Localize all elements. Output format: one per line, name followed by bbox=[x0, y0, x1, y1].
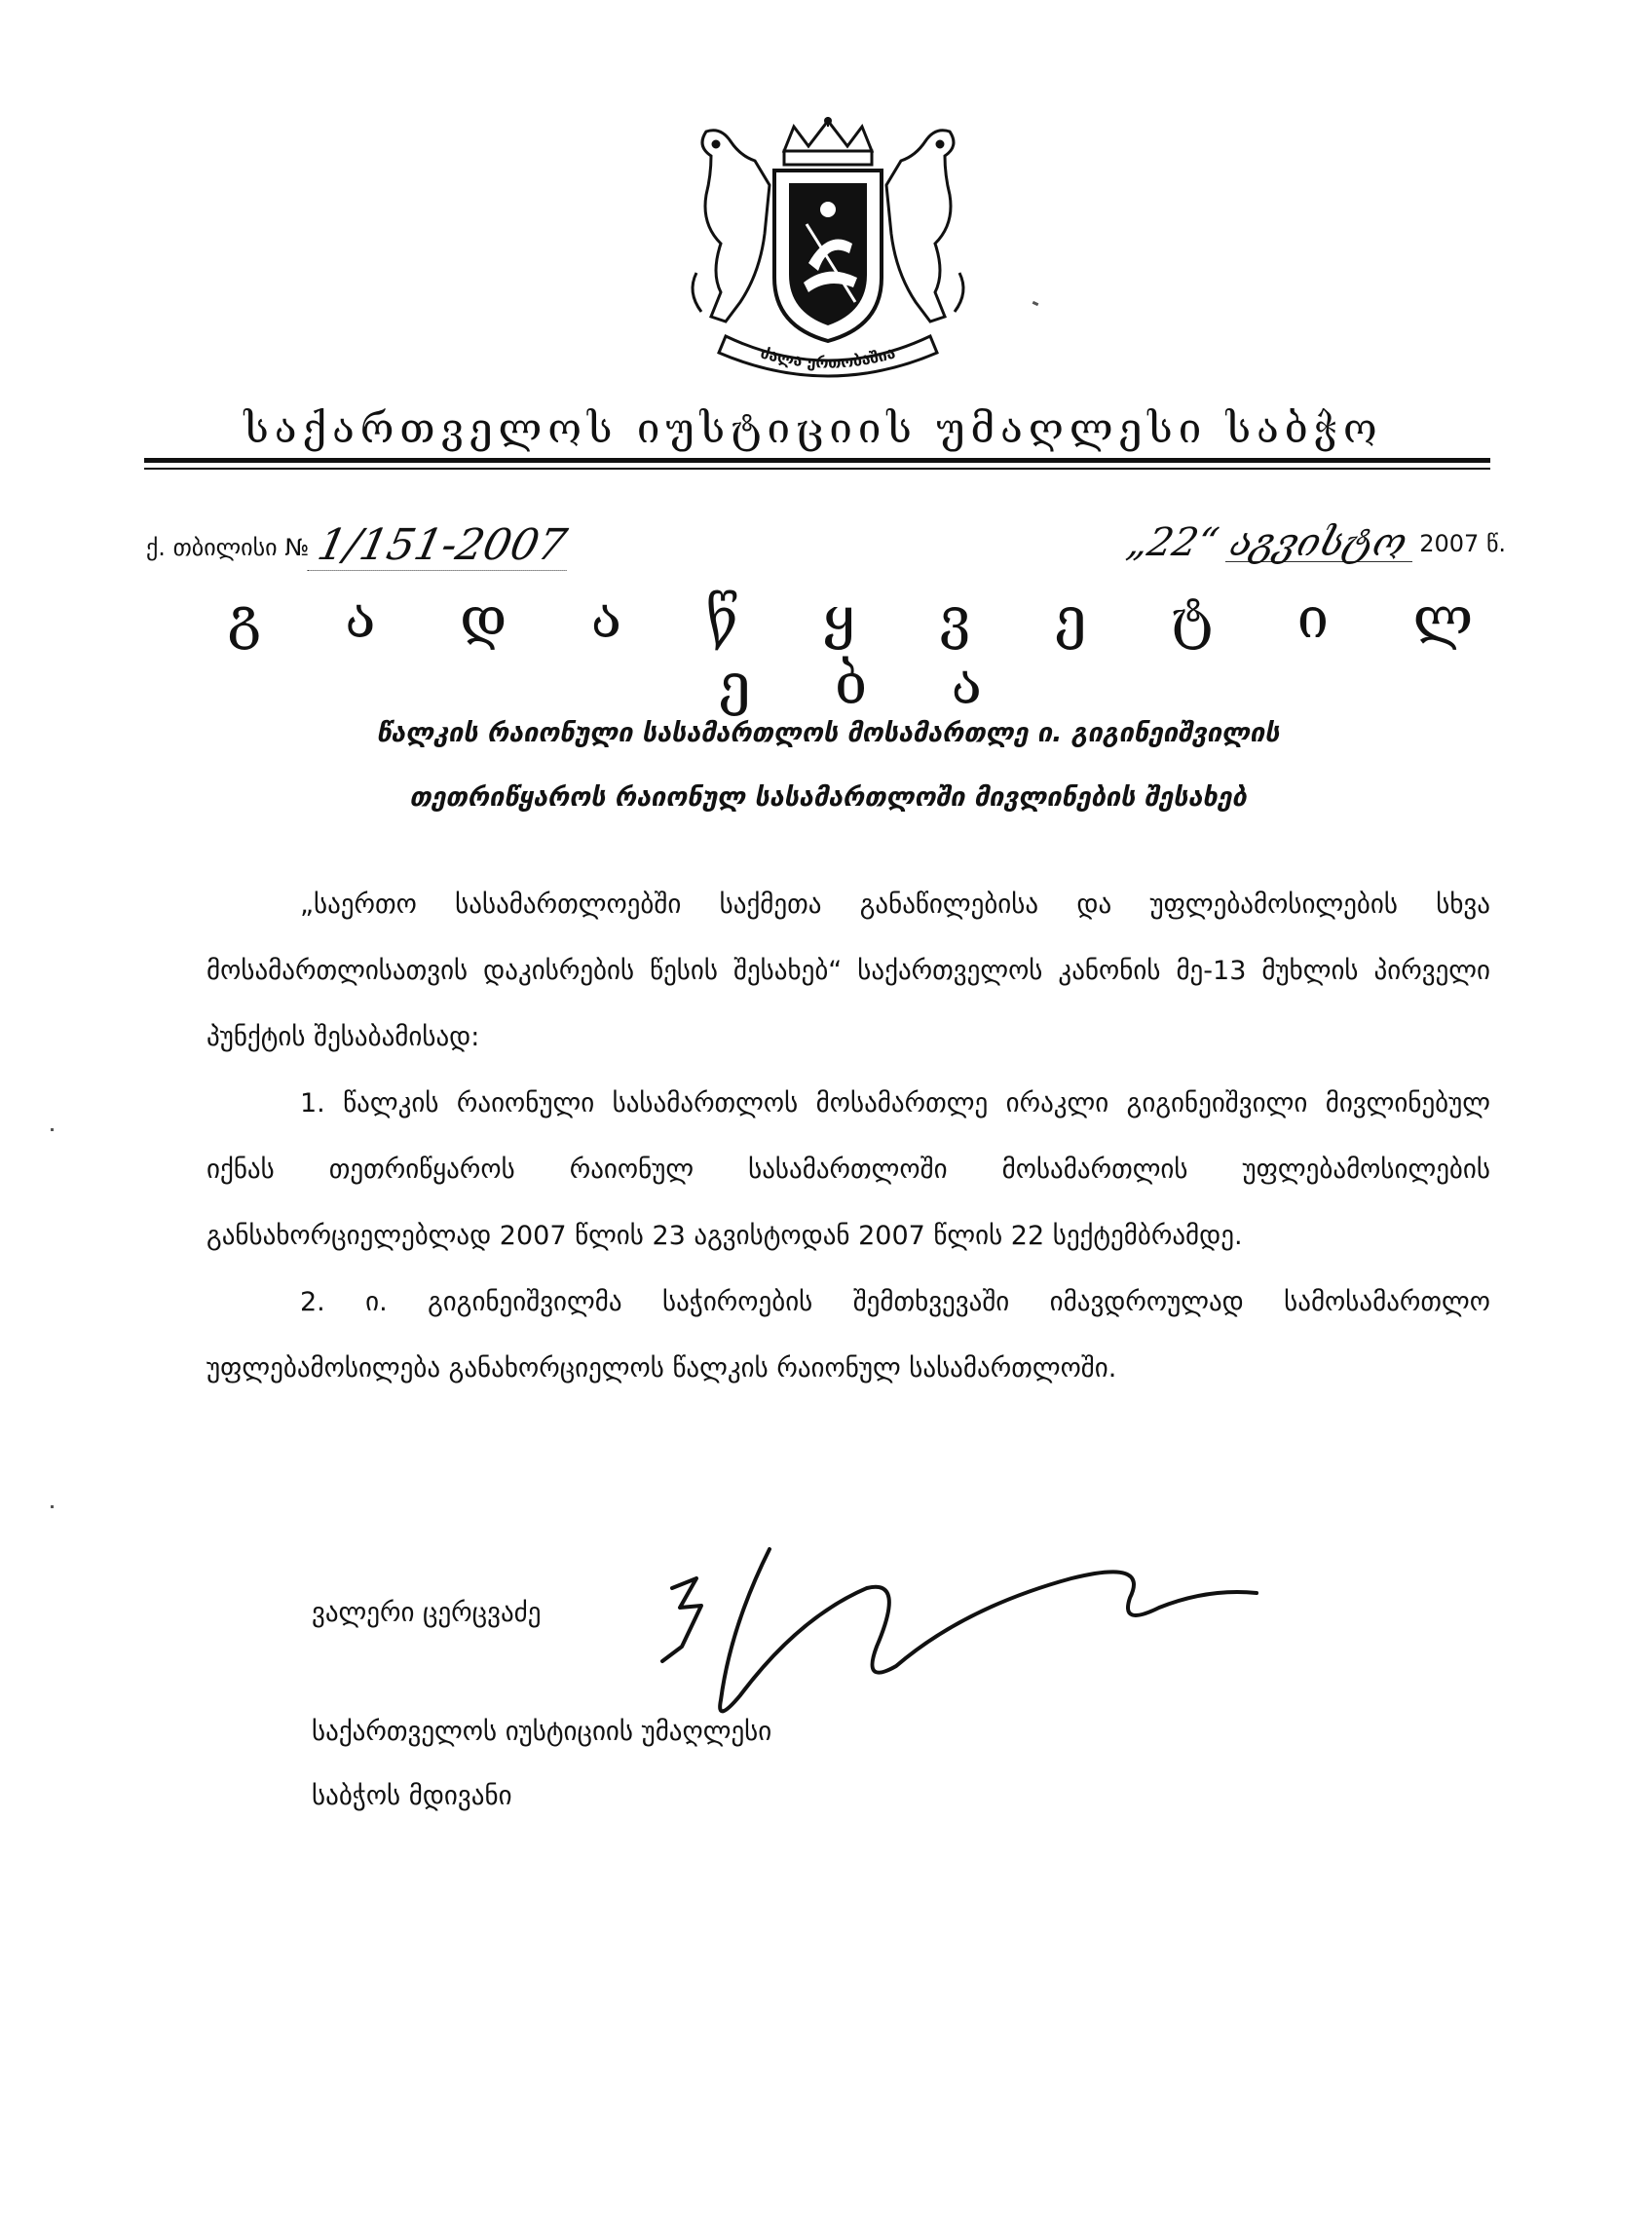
signer-title-line-1: საქართველოს იუსტიციის უმაღლესი bbox=[312, 1717, 772, 1747]
lion-left-icon bbox=[693, 131, 770, 322]
date-month: აგვისტო bbox=[1226, 520, 1411, 565]
city-prefix: ქ. თბილისი bbox=[146, 534, 278, 561]
coat-of-arms-emblem bbox=[682, 117, 974, 380]
lion-right-icon bbox=[886, 131, 963, 322]
signer-title-line-2: საბჭოს მდივანი bbox=[312, 1781, 512, 1811]
org-title: საქართველოს იუსტიციის უმაღლესი საბჭო bbox=[244, 404, 1383, 452]
document-body bbox=[206, 872, 1490, 1402]
scan-speck bbox=[51, 1128, 54, 1131]
reference-date-line bbox=[1123, 516, 1506, 565]
scan-speck bbox=[51, 1505, 54, 1508]
document-type-heading: გ ა დ ა წ ყ ვ ე ტ ი ლ ე ბ ა bbox=[227, 585, 1507, 717]
subject-line-1: წალკის რაიონული სასამართლოს მოსამართლე ი. გიგინეიშვილის bbox=[376, 718, 1280, 748]
scan-speck bbox=[1032, 301, 1039, 306]
header-rule-thick bbox=[144, 458, 1490, 463]
resolution-item-1: 1. წალკის რაიონული სასამართლოს მოსამართლე ირაკლი გიგინეიშვილი მივლინებულ იქნას თეთრიწყაროს რაიონულ სასამართლოში მოსამართლის უფლებამოსილების განსახორციელებლად 2007 წლის 23 აგვისტოდან 2007 წლის 22 სექტემბრამდე. bbox=[206, 1088, 1490, 1251]
preamble-paragraph: „საერთო სასამართლოებში საქმეთა განაწილებისა და უფლებამოსილების სხვა მოსამართლისათვის დაკისრების წესის შესახებ“ საქართველოს კანონის მე-13 მუხლის პირველი პუნქტის შესაბამისად: bbox=[206, 890, 1490, 1052]
signer-title bbox=[312, 1700, 771, 1829]
handwritten-signature bbox=[643, 1530, 1276, 1725]
signer-name: ვალერი ცერცვაძე bbox=[312, 1598, 542, 1628]
subject-line-2: თეთრიწყაროს რაიონულ სასამართლოში მივლინების შესახებ bbox=[409, 782, 1247, 813]
header-rule-thin bbox=[144, 468, 1490, 470]
shield-icon bbox=[774, 171, 882, 341]
date-day: „22“ bbox=[1123, 520, 1223, 565]
number-sign: № bbox=[284, 534, 310, 561]
crown-icon bbox=[784, 117, 872, 165]
emblem-motto: ძალა ერთობაშია bbox=[758, 343, 898, 372]
resolution-item-2: 2. ი. გიგინეიშვილმა საჭიროების შემთხვევაში იმავდროულად სამოსამართლო უფლებამოსილება განახორციელოს წალკის რაიონულ სასამართლოში. bbox=[206, 1287, 1490, 1384]
reference-number-line bbox=[146, 516, 572, 570]
document-subject bbox=[146, 701, 1510, 830]
document-number: 1/151-2007 bbox=[308, 520, 578, 571]
date-year: 2007 წ. bbox=[1419, 530, 1506, 557]
